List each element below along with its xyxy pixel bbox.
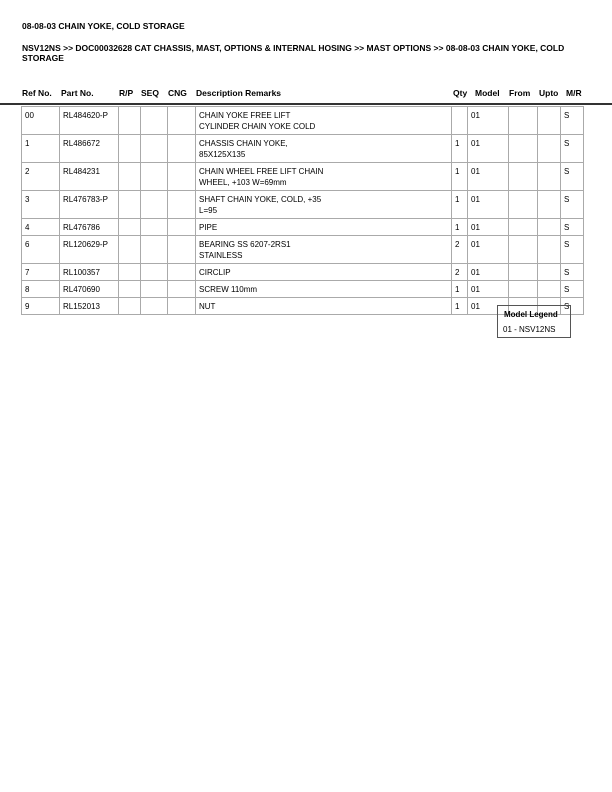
header-cng: CNG xyxy=(168,88,187,98)
description-cell xyxy=(196,135,452,163)
rp-cell xyxy=(119,191,141,219)
header-seq: SEQ xyxy=(141,88,159,98)
description-cell xyxy=(196,236,452,264)
seq-cell xyxy=(141,236,168,264)
description-line: L=95 xyxy=(199,206,218,215)
rp-cell xyxy=(119,298,141,315)
model-cell: 01 xyxy=(468,135,509,163)
seq-cell xyxy=(141,219,168,236)
qty-cell: 1 xyxy=(452,281,468,298)
breadcrumb: NSV12NS >> DOC00032628 CAT CHASSIS, MAST, OPTIONS & INTERNAL HOSING >> MAST OPTIONS >> 08-08-03 CHAIN YOKE, COLD STORAGE xyxy=(22,43,565,63)
description-line: CHAIN WHEEL FREE LIFT CHAIN xyxy=(199,167,324,176)
model-cell: 01 xyxy=(468,236,509,264)
rp-cell xyxy=(119,219,141,236)
description-cell xyxy=(196,298,452,315)
model-cell: 01 xyxy=(468,107,509,135)
description-line: 85X125X135 xyxy=(199,150,246,159)
part-no-cell: RL484231 xyxy=(60,163,119,191)
table-row xyxy=(22,107,584,135)
mr-cell: S xyxy=(561,135,584,163)
seq-cell xyxy=(141,163,168,191)
seq-cell xyxy=(141,264,168,281)
description-cell xyxy=(196,264,452,281)
mr-cell: S xyxy=(561,163,584,191)
upto-cell xyxy=(538,135,561,163)
part-no-cell: RL470690 xyxy=(60,281,119,298)
description-cell xyxy=(196,191,452,219)
from-cell xyxy=(509,191,538,219)
table-row xyxy=(22,264,584,281)
model-cell: 01 xyxy=(468,191,509,219)
from-cell xyxy=(509,219,538,236)
ref-cell: 7 xyxy=(22,264,60,281)
seq-cell xyxy=(141,107,168,135)
model-cell: 01 xyxy=(468,264,509,281)
rp-cell xyxy=(119,135,141,163)
header-desc: Description Remarks xyxy=(196,88,282,98)
cng-cell xyxy=(168,163,196,191)
description-line: STAINLESS xyxy=(199,251,243,260)
description-line: CHASSIS CHAIN YOKE, xyxy=(199,139,288,148)
ref-cell: 3 xyxy=(22,191,60,219)
model-legend-title: Model Legend xyxy=(504,310,558,319)
seq-cell xyxy=(141,298,168,315)
header-upto: Upto xyxy=(539,88,559,98)
qty-cell: 1 xyxy=(452,163,468,191)
description-line: BEARING SS 6207-2RS1 xyxy=(199,240,291,249)
header-qty: Qty xyxy=(453,88,468,98)
from-cell xyxy=(509,163,538,191)
ref-cell: 6 xyxy=(22,236,60,264)
ref-cell: 1 xyxy=(22,135,60,163)
mr-cell: S xyxy=(561,219,584,236)
description-cell xyxy=(196,107,452,135)
header-mr: M/R xyxy=(566,88,582,98)
upto-cell xyxy=(538,264,561,281)
qty-cell: 2 xyxy=(452,236,468,264)
ref-cell: 4 xyxy=(22,219,60,236)
rp-cell xyxy=(119,236,141,264)
part-no-cell: RL484620-P xyxy=(60,107,119,135)
model-cell: 01 xyxy=(468,281,509,298)
cng-cell xyxy=(168,219,196,236)
upto-cell xyxy=(538,163,561,191)
ref-cell: 2 xyxy=(22,163,60,191)
rp-cell xyxy=(119,163,141,191)
cng-cell xyxy=(168,298,196,315)
part-no-cell: RL476783-P xyxy=(60,191,119,219)
part-no-cell: RL152013 xyxy=(60,298,119,315)
upto-cell xyxy=(538,236,561,264)
description-line: PIPE xyxy=(199,223,218,232)
table-row xyxy=(22,219,584,236)
ref-cell: 00 xyxy=(22,107,60,135)
qty-cell: 2 xyxy=(452,264,468,281)
qty-cell xyxy=(452,107,468,135)
model-legend-entry: 01 - NSV12NS xyxy=(503,325,556,334)
parts-table xyxy=(21,106,584,315)
header-from: From xyxy=(509,88,531,98)
from-cell xyxy=(509,107,538,135)
model-cell: 01 xyxy=(468,219,509,236)
qty-cell: 1 xyxy=(452,191,468,219)
from-cell xyxy=(509,236,538,264)
mr-cell: S xyxy=(561,191,584,219)
ref-cell: 9 xyxy=(22,298,60,315)
table-row xyxy=(22,191,584,219)
description-line: WHEEL, +103 W=69mm xyxy=(199,178,287,187)
mr-cell: S xyxy=(561,107,584,135)
header-model: Model xyxy=(475,88,500,98)
cng-cell xyxy=(168,135,196,163)
cng-cell xyxy=(168,107,196,135)
table-row xyxy=(22,163,584,191)
from-cell xyxy=(509,264,538,281)
qty-cell: 1 xyxy=(452,135,468,163)
description-cell xyxy=(196,219,452,236)
seq-cell xyxy=(141,281,168,298)
part-no-cell: RL120629-P xyxy=(60,236,119,264)
rp-cell xyxy=(119,264,141,281)
qty-cell: 1 xyxy=(452,298,468,315)
description-line: SCREW 110mm xyxy=(199,285,258,294)
cng-cell xyxy=(168,264,196,281)
description-line: CIRCLIP xyxy=(199,268,231,277)
cng-cell xyxy=(168,191,196,219)
description-line: CHAIN YOKE FREE LIFT xyxy=(199,111,291,120)
rp-cell xyxy=(119,281,141,298)
header-rp: R/P xyxy=(119,88,134,98)
mr-cell: S xyxy=(561,281,584,298)
description-cell xyxy=(196,163,452,191)
ref-cell: 8 xyxy=(22,281,60,298)
cng-cell xyxy=(168,236,196,264)
rp-cell xyxy=(119,107,141,135)
header-part: Part No. xyxy=(61,88,94,98)
model-cell: 01 xyxy=(468,163,509,191)
upto-cell xyxy=(538,219,561,236)
part-no-cell: RL486672 xyxy=(60,135,119,163)
description-line: SHAFT CHAIN YOKE, COLD, +35 xyxy=(199,195,322,204)
table-row xyxy=(22,236,584,264)
part-no-cell: RL100357 xyxy=(60,264,119,281)
from-cell xyxy=(509,135,538,163)
upto-cell xyxy=(538,107,561,135)
page-title: 08-08-03 CHAIN YOKE, COLD STORAGE xyxy=(22,21,185,31)
mr-cell: S xyxy=(561,298,584,315)
model-legend xyxy=(497,305,571,338)
cng-cell xyxy=(168,281,196,298)
from-cell xyxy=(509,281,538,298)
header-ref: Ref No. xyxy=(22,88,52,98)
upto-cell xyxy=(538,281,561,298)
upto-cell xyxy=(538,191,561,219)
mr-cell: S xyxy=(561,264,584,281)
description-line: CYLINDER CHAIN YOKE COLD xyxy=(199,122,316,131)
qty-cell: 1 xyxy=(452,219,468,236)
seq-cell xyxy=(141,191,168,219)
mr-cell: S xyxy=(561,236,584,264)
table-row xyxy=(22,135,584,163)
model-cell: 01 xyxy=(468,298,509,315)
description-line: NUT xyxy=(199,302,216,311)
description-cell xyxy=(196,281,452,298)
seq-cell xyxy=(141,135,168,163)
table-row xyxy=(22,281,584,298)
header-divider xyxy=(0,103,612,105)
part-no-cell: RL476786 xyxy=(60,219,119,236)
